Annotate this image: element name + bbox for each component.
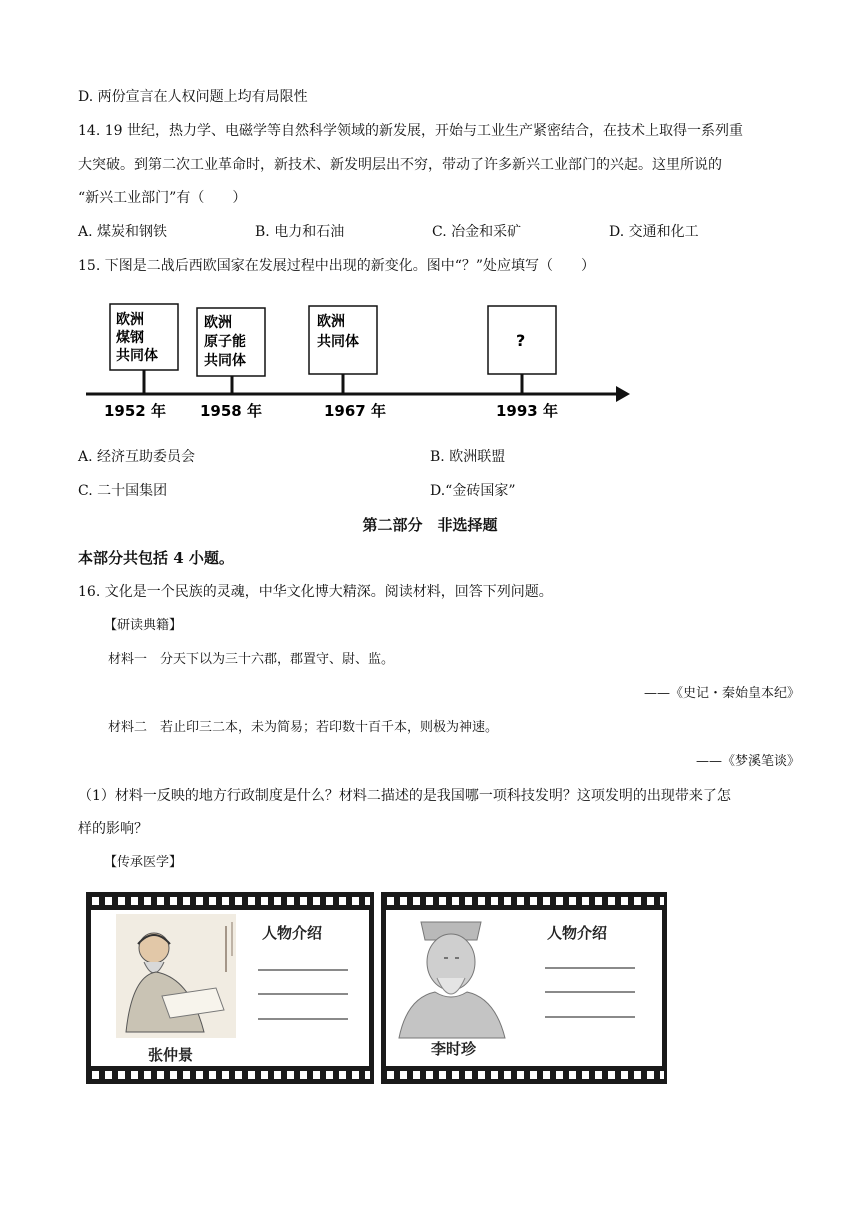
q14-option-d: D. 交通和化工 bbox=[609, 224, 699, 240]
timeline-year-3: 1967 年 bbox=[324, 402, 386, 420]
timeline-box-2-line-1: 欧洲 bbox=[204, 315, 232, 331]
card-1-name: 张仲景 bbox=[148, 1046, 194, 1064]
q14-option-c: C. 冶金和采矿 bbox=[432, 224, 522, 240]
timeline-box-2-line-2: 原子能 bbox=[204, 334, 246, 350]
q16-source-two: ——《梦溪笔谈》 bbox=[695, 754, 800, 769]
part-two-title: 第二部分 非选择题 bbox=[362, 516, 498, 534]
part-two-intro: 本部分共包括 4 小题。 bbox=[78, 549, 234, 567]
zhang-zhongjing-portrait bbox=[116, 914, 236, 1038]
q16-stem: 16. 文化是一个民族的灵魂，中华文化博大精深。阅读材料，回答下列问题。 bbox=[78, 584, 553, 600]
q14-option-a: A. 煤炭和钢铁 bbox=[78, 224, 168, 240]
eu-timeline-diagram bbox=[80, 296, 640, 426]
timeline-box-4-mark: ? bbox=[516, 331, 526, 350]
q16-section-classics: 【研读典籍】 bbox=[104, 618, 183, 633]
q15-option-a: A. 经济互助委员会 bbox=[78, 449, 196, 465]
q15-stem: 15. 下图是二战后西欧国家在发展过程中出现的新变化。图中“？”处应填写（ ） bbox=[78, 258, 596, 274]
timeline-box-1-line-3: 共同体 bbox=[116, 348, 158, 364]
q16-sub1-line2: 样的影响？ bbox=[78, 821, 148, 837]
q16-source-one: ——《史记・秦始皇本纪》 bbox=[643, 686, 800, 701]
timeline-box-1-line-2: 煤钢 bbox=[116, 330, 144, 346]
timeline-arrow-icon bbox=[616, 386, 630, 402]
q15-option-b: B. 欧洲联盟 bbox=[430, 449, 506, 465]
film-card-li-shizhen bbox=[381, 892, 667, 1084]
q16-sub1-line1: （1）材料一反映的地方行政制度是什么？材料二描述的是我国哪一项科技发明？这项发明的出现带来了怎 bbox=[78, 788, 731, 804]
q15-option-c: C. 二十国集团 bbox=[78, 483, 168, 499]
timeline-year-1: 1952 年 bbox=[104, 402, 166, 420]
q16-section-medicine: 【传承医学】 bbox=[104, 855, 183, 870]
q16-material-one: 材料一 分天下以为三十六郡，郡置守、尉、监。 bbox=[108, 652, 395, 667]
q14-option-b: B. 电力和石油 bbox=[255, 224, 345, 240]
q14-stem-line1: 14. 19 世纪，热力学、电磁学等自然科学领域的新发展，开始与工业生产紧密结合，在技术上取得一系列重 bbox=[78, 123, 743, 139]
q14-stem-line3: “新兴工业部门”有（ ） bbox=[78, 190, 247, 206]
card-2-name: 李时珍 bbox=[431, 1040, 477, 1058]
q13-option-d: D. 两份宣言在人权问题上均有局限性 bbox=[78, 89, 308, 105]
film-card-zhang-zhongjing bbox=[86, 892, 374, 1084]
card-2-heading: 人物介绍 bbox=[547, 924, 608, 942]
q16-material-two: 材料二 若止印三二本，未为简易；若印数十百千本，则极为神速。 bbox=[108, 720, 499, 735]
timeline-box-3-line-2: 共同体 bbox=[317, 334, 359, 350]
timeline-box-2-line-3: 共同体 bbox=[204, 353, 246, 369]
card-1-heading: 人物介绍 bbox=[262, 924, 323, 942]
q14-stem-line2: 大突破。到第二次工业革命时，新技术、新发明层出不穷，带动了许多新兴工业部门的兴起。这里所说的 bbox=[78, 157, 722, 173]
timeline-box-3-line-1: 欧洲 bbox=[317, 314, 345, 330]
timeline-year-2: 1958 年 bbox=[200, 402, 262, 420]
timeline-box-1-line-1: 欧洲 bbox=[116, 312, 144, 328]
q15-option-d: D.“金砖国家” bbox=[430, 483, 516, 499]
timeline-year-4: 1993 年 bbox=[496, 402, 558, 420]
